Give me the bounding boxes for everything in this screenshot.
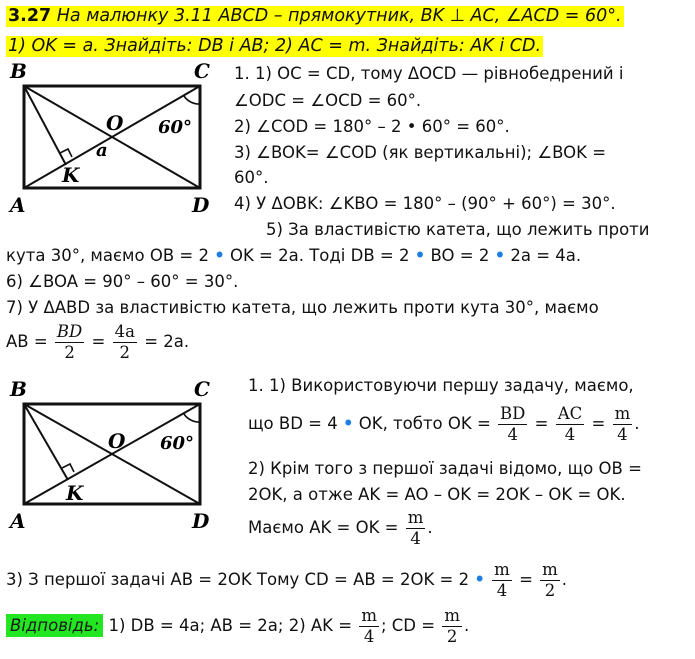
label-K: K [66, 481, 84, 505]
bullet-dot: • [214, 246, 225, 265]
p1-line9: 6) ∠BOA = 90° – 60° = 30°. [6, 272, 239, 291]
label-D: D [192, 193, 210, 217]
p1-line8: кута 30°, маємо OB = 2 • OK = 2a. Тоді DB = 2 • BO = 2 • 2a = 4a. [6, 246, 582, 265]
p2-line1: 1. 1) Використовуючи першу задачу, маємо, [248, 376, 634, 395]
problem-number: 3.27 [8, 6, 52, 26]
p2-line4: 2OK, а отже AK = AO – OK = 2OK – OK = OK. [248, 485, 626, 504]
p1-line5: 60°. [234, 168, 269, 187]
fraction-ac-4: $\frac{AC}{4}$ [557, 404, 583, 444]
figure-rectangle-2 [8, 372, 220, 532]
label-B: B [10, 59, 27, 83]
p1-line3: 2) ∠COD = 180° – 2 • 60° = 60°. [234, 117, 510, 136]
bullet-dot: • [474, 570, 485, 589]
label-B: B [10, 377, 27, 401]
label-C: C [194, 377, 210, 401]
label-C: C [194, 59, 210, 83]
bullet-dot: • [494, 246, 506, 265]
fraction-m-4: $\frac{m}{4}$ [614, 404, 631, 444]
label-D: D [192, 509, 210, 532]
label-K: K [62, 163, 80, 187]
label-O: O [106, 111, 124, 135]
p2-line2: що BD = 4 • OK, тобто OK = $\frac{BD}{4}$ = $\frac{AC}{4}$ = $\frac{m}{4}$ . [248, 404, 640, 444]
answer-label: Відповідь: [6, 614, 103, 637]
fraction-m-4: $\frac{m}{4}$ [494, 560, 510, 600]
p1-line4: 3) ∠BOK= ∠COD (як вертикальні); ∠BOK = [234, 143, 607, 162]
p2-line3: 2) Крім того з першої задачі відомо, що OB = [248, 459, 642, 478]
label-O: O [108, 429, 126, 453]
p1-line1: 1. 1) OC = CD, тому ΔOCD — рівнобедрений і [234, 64, 624, 83]
label-a: a [96, 140, 108, 161]
p1-line2: ∠ODC = ∠OCD = 60°. [234, 91, 422, 110]
p1-line6: 4) У ΔOBK: ∠KBO = 180° – (90° + 60°) = 30°. [234, 194, 616, 213]
label-angle: 60° [158, 117, 193, 138]
fraction-m-2: $\frac{m}{2}$ [542, 560, 558, 600]
fraction-m-4: $\frac{m}{4}$ [361, 606, 377, 646]
bullet-dot: • [342, 414, 354, 433]
bullet-dot: • [414, 246, 426, 265]
fraction-bd-2: $\frac{BD}{2}$ [56, 322, 83, 362]
figure-rectangle-1 [8, 58, 220, 218]
p1-line10: 7) У ΔABD за властивістю катета, що лежить проти кута 30°, маємо [6, 298, 599, 317]
p1-line11: AB = $\frac{BD}{2}$ = $\frac{4a}{2}$ = 2a. [6, 322, 190, 362]
problem-statement: На малюнку 3.11 ABCD – прямокутник, BK ⊥ AC, ∠ACD = 60°. [51, 6, 622, 26]
fraction-m-2: $\frac{m}{2}$ [444, 606, 460, 646]
problem-header-line1 [6, 6, 624, 27]
label-angle: 60° [160, 433, 195, 454]
p1-line7: 5) За властивістю катета, що лежить проти [266, 220, 650, 239]
label-A: A [10, 509, 26, 532]
fraction-4a-2: $\frac{4a}{2}$ [114, 322, 135, 362]
fraction-m-4: $\frac{m}{4}$ [407, 508, 424, 548]
p3-line: 3) З першої задачі AB = 2OK Тому CD = AB = 2OK = 2 • $\frac{m}{4}$ = $\frac{m}{2}$ . [6, 560, 568, 600]
fraction-bd-4: $\frac{BD}{4}$ [500, 404, 526, 444]
label-A: A [10, 193, 26, 217]
problem-header-line2: 1) OK = a. Знайдіть: DB і AB; 2) AC = m. Знайдіть: AK і CD. [8, 36, 542, 56]
p2-line5: Маємо AK = OK = $\frac{m}{4}$ . [248, 508, 433, 548]
answer-line: Відповідь: 1) DB = 4a; AB = 2a; 2) AK = $\frac{m}{4}$ ; CD = $\frac{m}{2}$ . [6, 606, 469, 647]
